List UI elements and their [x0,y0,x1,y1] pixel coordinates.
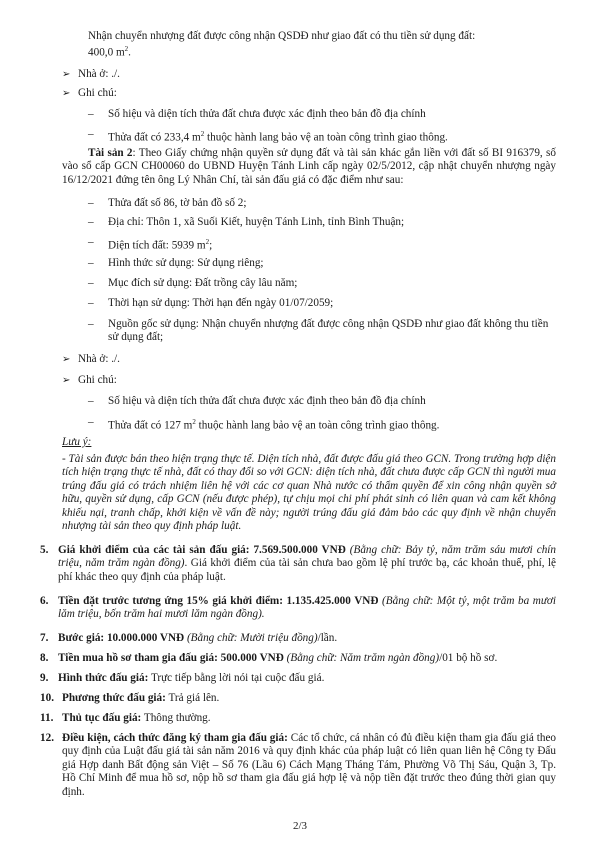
section-10-auction-method: 10. Phương thức đấu giá: Trả giá lên. [40,692,220,704]
asset2-item-usage-form: – Hình thức sử dụng: Sử dụng riêng; [88,257,264,269]
section-12-registration: 12. Điều kiện, cách thức đăng ký tham gia đấu giá: Các tổ chức, cá nhân có đủ điều kiện tham gia đấu giá theo quy định của Luật đấu giá tài sản năm 2016 và quy định khác của pháp luật có liên quan liên hệ Công ty Đấu giá Hợp danh Bất động sản Việt – Số 76 (Lầu 6) Cách Mạng Tháng Tám, Phường Võ Thị Sáu, Quận 3, Tp. Hồ Chí Minh để mua hồ sơ, nộp hồ sơ tham gia đấu giá hợp lệ và nộp tiền đặt trước theo đúng thời gian quy định. [40,732,557,798]
dash-bullet-icon: – [88,257,94,269]
asset2-item-area: – Diện tích đất: 5939 $m^2$; [88,236,213,252]
arrow-bullet-icon: ➢ [62,88,71,99]
section-7-price-step: 7. Bước giá: 10.000.000 VNĐ (Bằng chữ: Mười triệu đồng)/lần. [40,632,338,644]
section-9-auction-form: 9. Hình thức đấu giá: Trực tiếp bằng lời nói tại cuộc đấu giá. [40,672,325,684]
asset2-notes-label: ➢ Ghi chú: [62,374,117,386]
dash-bullet-icon: – [88,318,94,330]
arrow-bullet-icon: ➢ [62,375,71,386]
page-number: 2/3 [292,820,308,832]
dash-bullet-icon: – [88,297,94,309]
section-11-procedure: 11. Thủ tục đấu giá: Thông thường. [40,712,211,724]
asset1-note-1: – Số hiệu và diện tích thửa đất chưa được xác định theo bản đồ địa chính [88,108,426,120]
asset1-notes-label: ➢ Ghi chú: [62,87,117,99]
asset2-intro: Tài sản 2: Theo Giấy chứng nhận quyền sử dụng đất và tài sản khác gắn liền với đất số BI 916379, số vào sổ cấp GCN CH00060 do UBND Huyện Tánh Linh cấp ngày 02/5/2012, cập nhật chuyển nhượng ngày 16/12/2021 đứng tên ông Lý Nhân Chí, tài sản đấu giá có đặc điểm như sau: [62,147,556,186]
section-5-starting-price: 5. Giá khởi điểm của các tài sản đấu giá: 7.569.500.000 VNĐ (Bằng chữ: Bảy tỷ, năm trăm sáu mươi chín triệu, năm trăm ngàn đồng). Giá khởi điểm của tài sản chưa bao gồm lệ phí trước bạ, các khoản thuế, phí, lệ phí khác theo quy định của pháp luật. [40,544,557,583]
dash-bullet-icon: – [88,277,94,289]
asset2-item-term: – Thời hạn sử dụng: Thời hạn đến ngày 01/07/2059; [88,297,334,309]
asset2-house: ➢ Nhà ở: ./. [62,353,120,365]
asset1-note-2: – Thửa đất có 233,4 $m^2$ thuộc hành lang bảo vệ an toàn công trình giao thông. [88,128,448,144]
asset2-item-address: – Địa chỉ: Thôn 1, xã Suối Kiết, huyện Tánh Linh, tỉnh Bình Thuận; [88,216,405,228]
asset2-item-purpose: – Mục đích sử dụng: Đất trồng cây lâu năm; [88,277,298,289]
dash-bullet-icon: – [88,416,94,428]
asset1-origin: Nhận chuyển nhượng đất được công nhận QSDĐ như giao đất có thu tiền sử dụng đất: 400,0 $m^2$. [88,30,476,60]
asset2-note-1: – Số hiệu và diện tích thửa đất chưa được xác định theo bản đồ địa chính [88,395,426,407]
dash-bullet-icon: – [88,128,94,140]
dash-bullet-icon: – [88,395,94,407]
dash-bullet-icon: – [88,108,94,120]
section-6-deposit: 6. Tiền đặt trước tương ứng 15% giá khởi điểm: 1.135.425.000 VNĐ (Bằng chữ: Một tỷ, một trăm ba mươi lăm triệu, bốn trăm hai mươi lăm ngàn đồng). [40,595,557,621]
asset2-item-origin: – Nguồn gốc sử dụng: Nhận chuyển nhượng đất được công nhận QSDĐ như giao đất không thu tiền sử dụng đất; [88,318,549,344]
luu-y-text: - Tài sản được bán theo hiện trạng thực tế. Diện tích nhà, đất được đấu giá theo GCN. Trong trường hợp diện tích hiện trạng thực tế nhà, đất có thay đổi so với GCN: diện tích nhà, đất chưa được cấp GCN thì người mua trúng đấu giá có trách nhiệm liên hệ với các cơ quan Nhà nước có thẩm quyền để xin công nhận quyền sở hữu, quyền sử dụng, cấp GCN (nếu được phép), tự chịu mọi chi phí phát sinh có liên quan và cam kết không khiếu nại, tranh chấp, khởi kiện về vấn đề này; người trúng đấu giá đảm bảo các quy định về nhận chuyển nhượng tài sản theo quy định pháp luật. [62,453,556,533]
dash-bullet-icon: – [88,216,94,228]
luu-y-label: Lưu ý: [62,436,92,448]
arrow-bullet-icon: ➢ [62,354,71,365]
dash-bullet-icon: – [88,197,94,209]
arrow-bullet-icon: ➢ [62,69,71,80]
asset1-house: ➢ Nhà ở: ./. [62,68,120,80]
dash-bullet-icon: – [88,236,94,248]
section-8-dossier-fee: 8. Tiền mua hồ sơ tham gia đấu giá: 500.000 VNĐ (Bằng chữ: Năm trăm ngàn đồng)/01 bộ hồ sơ. [40,652,498,664]
asset2-item-parcel: – Thửa đất số 86, tờ bản đồ số 2; [88,197,247,209]
asset2-note-2: – Thửa đất có 127 $m^2$ thuộc hành lang bảo vệ an toàn công trình giao thông. [88,416,440,432]
